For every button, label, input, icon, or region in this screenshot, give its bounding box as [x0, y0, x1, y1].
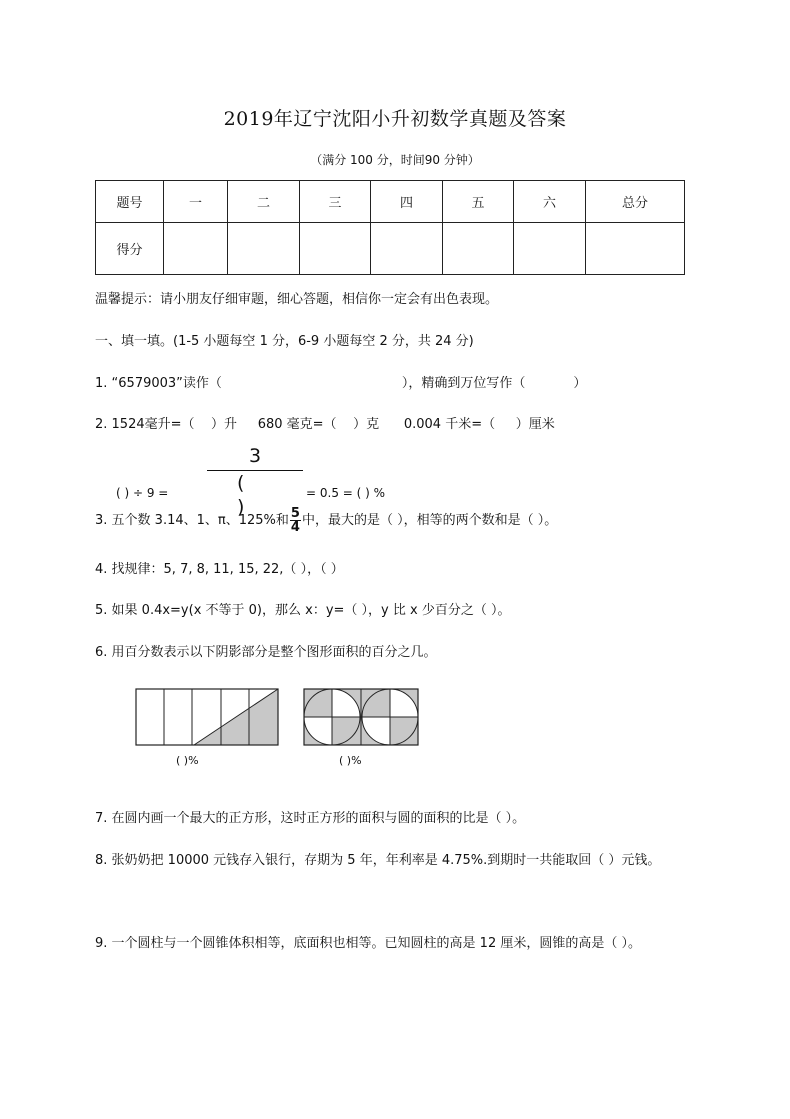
- fraction-numerator: 3: [248, 445, 262, 467]
- q3-part-a: 3. 五个数 3.14、1、π、125%和: [95, 513, 289, 528]
- header-cell: 总分: [586, 181, 685, 223]
- q2b-right: = 0.5 = ( ) %: [306, 486, 386, 500]
- header-cell: 六: [514, 181, 586, 223]
- score-cell[interactable]: [300, 223, 371, 275]
- tip-text: 温馨提示：请小朋友仔细审题，细心答题，相信你一定会有出色表现。: [95, 292, 499, 307]
- section-heading: 一、填一填。(1-5 小题每空 1 分，6-9 小题每空 2 分，共 24 分): [95, 334, 474, 349]
- fraction-denominator: ( ): [237, 472, 285, 518]
- header-cell: 三: [300, 181, 371, 223]
- q3-frac-den: 4: [290, 520, 300, 535]
- score-cell[interactable]: [164, 223, 228, 275]
- q2b-left: ( ) ÷ 9 =: [116, 486, 169, 500]
- score-table-header-row: [96, 181, 685, 223]
- header-cell: 一: [164, 181, 228, 223]
- row-label: 得分: [96, 223, 164, 275]
- figure-1-rectangle: [134, 687, 280, 747]
- header-cell: 五: [443, 181, 514, 223]
- page-title: 2019年辽宁沈阳小升初数学真题及答案: [223, 108, 567, 130]
- question-1: [95, 372, 586, 391]
- q1-part-b: ），精确到万位写作（: [401, 376, 526, 391]
- question-4: 4. 找规律：5, 7, 8, 11, 15, 22,（ ），（ ）: [95, 562, 344, 577]
- question-6: 6. 用百分数表示以下阴影部分是整个图形面积的百分之几。: [95, 645, 437, 660]
- q1-part-c: ）: [573, 376, 587, 391]
- score-cell[interactable]: [228, 223, 300, 275]
- question-9: 9. 一个圆柱与一个圆锥体积相等，底面积也相等。已知圆柱的高是 12 厘米，圆锥的高是（ ）。: [95, 936, 641, 951]
- header-cell: 四: [371, 181, 443, 223]
- score-cell[interactable]: [371, 223, 443, 275]
- question-7: 7. 在圆内画一个最大的正方形，这时正方形的面积与圆的面积的比是（ ）。: [95, 811, 526, 826]
- question-3: [95, 507, 557, 534]
- q3-part-b: 中，最大的是（ ），相等的两个数和是（ ）。: [301, 513, 558, 528]
- header-cell: 二: [228, 181, 300, 223]
- page-subtitle: （满分 100 分，时间90 分钟）: [310, 153, 480, 167]
- question-8: 8. 张奶奶把 10000 元钱存入银行，存期为 5 年，年利率是 4.75%.到期时一共能取回（ ）元钱。: [95, 853, 661, 868]
- q3-fraction: [290, 507, 301, 534]
- score-cell[interactable]: [514, 223, 586, 275]
- score-cell[interactable]: [586, 223, 685, 275]
- header-cell: 题号: [96, 181, 164, 223]
- q3-frac-num: 5: [290, 506, 300, 521]
- score-table-score-row: [96, 223, 685, 275]
- figure-2-answer: ( )%: [339, 754, 362, 767]
- figure-2-circles: [302, 687, 420, 747]
- figure-1-answer: ( )%: [176, 754, 199, 767]
- score-table: [95, 180, 685, 275]
- q1-part-a: 1. “6579003”读作（: [95, 376, 222, 391]
- question-5: 5. 如果 0.4x=y(x 不等于 0)，那么 x：y=（ ），y 比 x 少百分之（ ）。: [95, 603, 511, 618]
- score-cell[interactable]: [443, 223, 514, 275]
- question-2: 2. 1524毫升=（ ）升 680 毫克=（ ）克 0.004 千米=（ ）厘米: [95, 417, 555, 432]
